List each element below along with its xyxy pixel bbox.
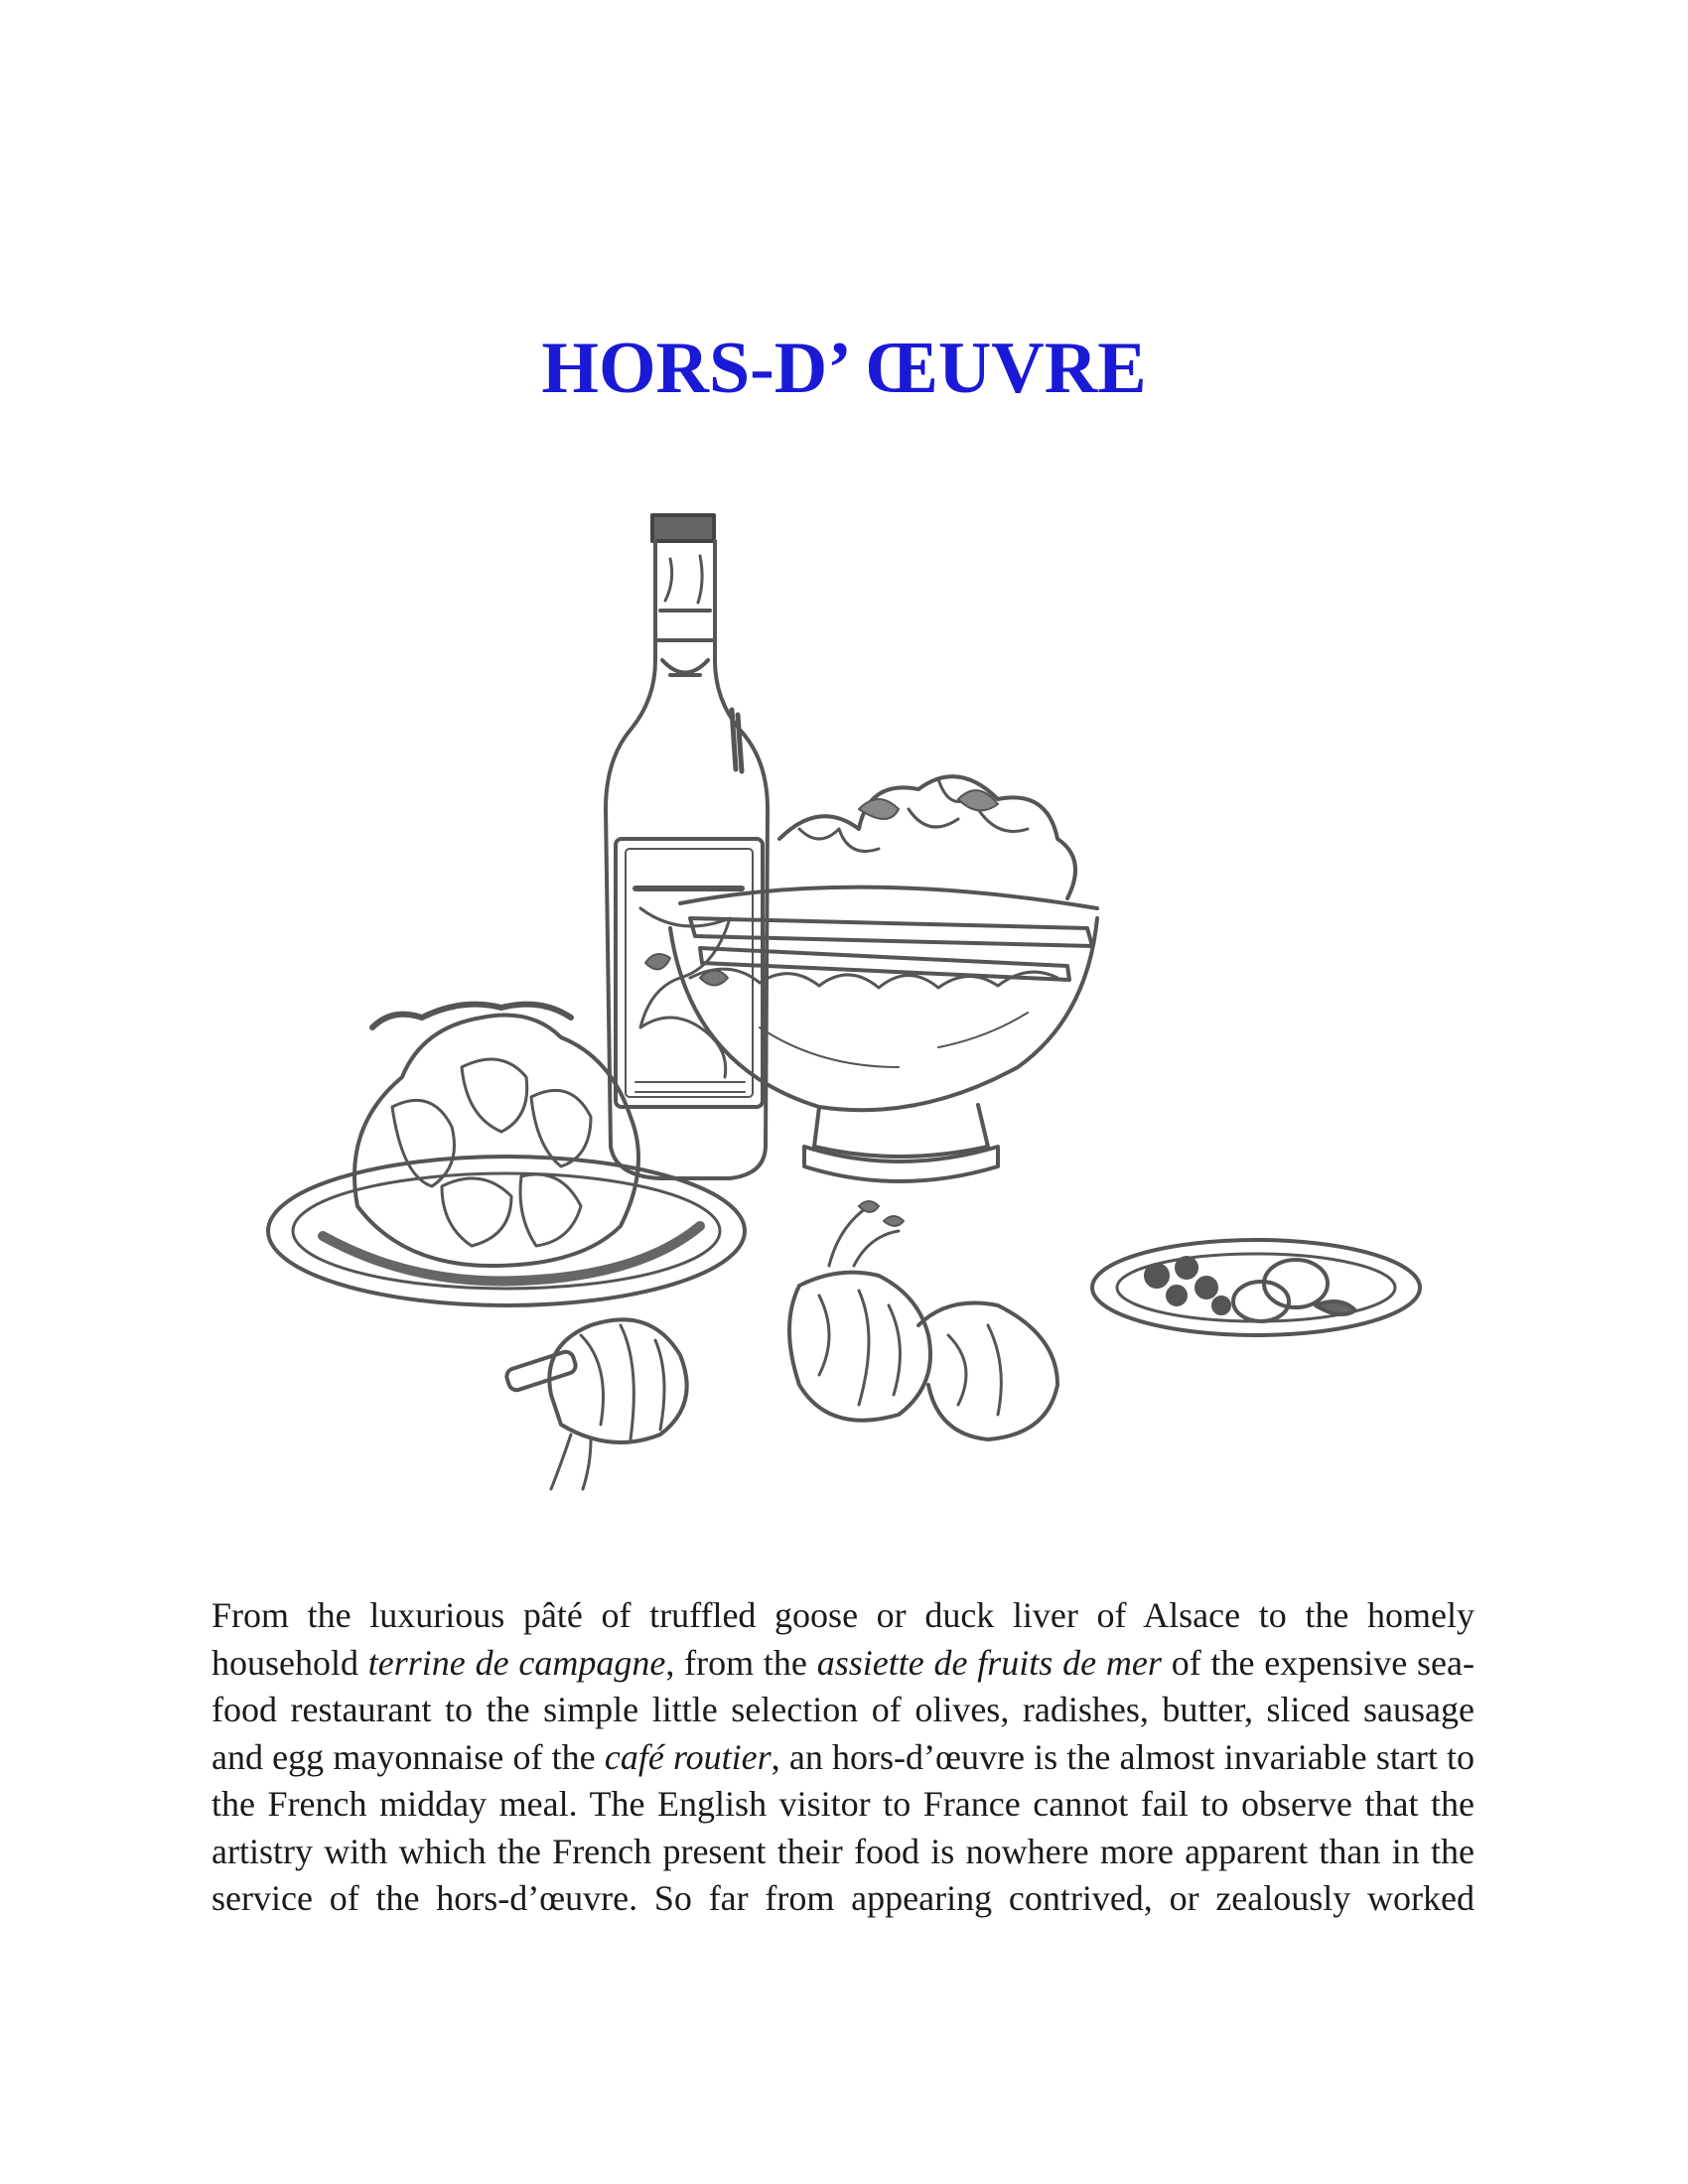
wine-bottle-drawing bbox=[606, 515, 768, 1178]
onion-drawing bbox=[504, 1319, 686, 1489]
italic-phrase-cafe-routier: café routier bbox=[604, 1736, 772, 1777]
fennel-drawing bbox=[789, 1201, 1057, 1439]
italic-phrase-assiette: assiette de fruits de mer bbox=[816, 1642, 1162, 1683]
text-segment: , from the bbox=[665, 1642, 817, 1683]
artichoke-plate-drawing bbox=[268, 1005, 745, 1305]
text-segment: of the expensive sea-food restaurant to the simple little selection of olives, radishes, butter, sliced sausage and egg mayonnaise of the bbox=[211, 1642, 1476, 1777]
hors-doeuvre-illustration bbox=[263, 511, 1425, 1494]
body-paragraph bbox=[211, 1592, 1475, 1923]
chapter-title: HORS-D’ ŒUVRE bbox=[541, 327, 1147, 409]
text-segment: From the luxurious pâté of truffled goose or duck liver of Alsace to the homely household bbox=[211, 1595, 1475, 1683]
italic-phrase-terrine: terrine de campagne bbox=[367, 1642, 666, 1683]
egg-olive-plate-drawing bbox=[1092, 1240, 1420, 1335]
text-segment: , an hors-d’œuvre is the almost invariable start to the French midday meal. The English visitor to France cannot fail to observe that the artistry with which the French present their food is nowhere more apparent than in the service of the hors-d’œuvre. So far from appearing contrived, or zealously worked bbox=[211, 1736, 1476, 1918]
